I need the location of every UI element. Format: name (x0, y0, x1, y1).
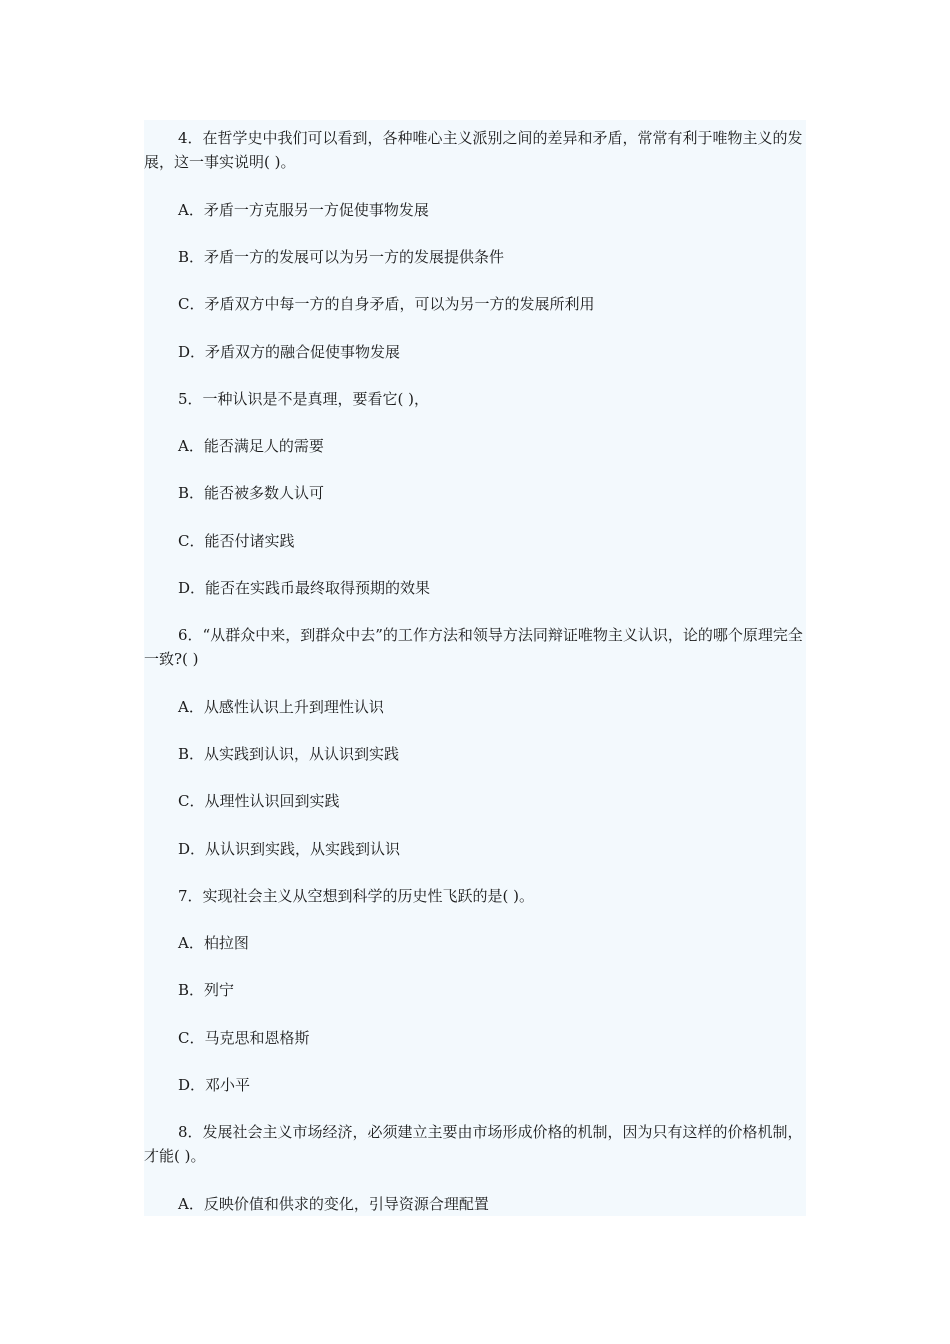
question-4-option-b: B．矛盾一方的发展可以为另一方的发展提供条件 (178, 248, 505, 266)
question-5-option-c: C．能否付诸实践 (178, 532, 295, 550)
question-8-stem: 8．发展社会主义市场经济，必须建立主要由市场形成价格的机制，因为只有这样的价格机制，才能( )。 (144, 1123, 803, 1165)
question-4-option-c: C．矛盾双方中每一方的自身矛盾，可以为另一方的发展所利用 (178, 295, 595, 313)
question-6-stem: 6．“从群众中来，到群众中去”的工作方法和领导方法同辩证唯物主义认识，论的哪个原理完全一致?( ) (144, 626, 803, 668)
question-6-option-c: C．从理性认识回到实践 (178, 792, 340, 810)
question-7-option-c: C．马克思和恩格斯 (178, 1029, 310, 1047)
question-4-option-d: D．矛盾双方的融合促使事物发展 (178, 343, 401, 361)
question-5-stem: 5．一种认识是不是真理，要看它( )， (178, 390, 430, 408)
document-page (144, 120, 806, 1216)
question-7-stem: 7．实现社会主义从空想到科学的历史性飞跃的是( )。 (178, 887, 535, 905)
question-5-option-a: A．能否满足人的需要 (178, 437, 324, 455)
question-8-option-a: A．反映价值和供求的变化，引导资源合理配置 (178, 1195, 489, 1213)
question-4-option-a: A．矛盾一方克服另一方促使事物发展 (178, 201, 429, 219)
question-5-option-b: B．能否被多数人认可 (178, 484, 325, 502)
question-6-option-a: A．从感性认识上升到理性认识 (178, 698, 384, 716)
question-6-option-d: D．从认识到实践，从实践到认识 (178, 840, 401, 858)
question-7-option-a: A．柏拉图 (178, 934, 249, 952)
question-6-option-b: B．从实践到认识，从认识到实践 (178, 745, 400, 763)
question-7-option-d: D．邓小平 (178, 1076, 251, 1094)
question-5-option-d: D．能否在实践币最终取得预期的效果 (178, 579, 431, 597)
question-4-stem: 4．在哲学史中我们可以看到，各种唯心主义派别之间的差异和矛盾，常常有利于唯物主义的发展，这一事实说明( )。 (144, 129, 803, 171)
question-7-option-b: B．列宁 (178, 981, 235, 999)
